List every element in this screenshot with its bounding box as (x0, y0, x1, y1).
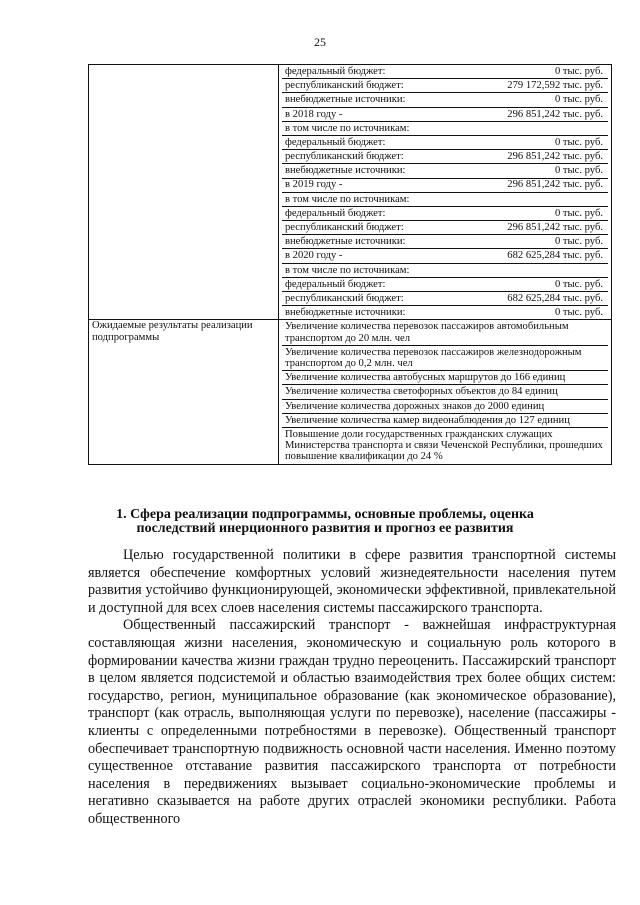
financing-row (282, 292, 608, 306)
financing-row-label: в том числе по источникам: (285, 122, 410, 134)
financing-row-value: 296 851,242 тыс. руб. (507, 108, 603, 120)
result-item: Увеличение количества автобусных маршрутов до 166 единиц (282, 371, 608, 385)
financing-row-value: 0 тыс. руб. (554, 94, 603, 106)
financing-row-label: в том числе по источникам: (285, 264, 410, 276)
financing-row (282, 306, 608, 319)
financing-row-value: 296 851,242 тыс. руб. (507, 179, 603, 191)
financing-row (282, 264, 608, 278)
financing-row (282, 108, 608, 122)
financing-row-label: федеральный бюджет: (285, 278, 386, 290)
financing-row-value: 0 тыс. руб. (554, 165, 603, 177)
financing-row (282, 65, 608, 79)
financing-row-label: в 2018 году - (285, 108, 343, 120)
result-item: Увеличение количества перевозок пассажиров автомобильным транспортом до 20 млн. чел (282, 320, 608, 345)
financing-row-value: 682 625,284 тыс. руб. (507, 292, 603, 304)
financing-row-value: 0 тыс. руб. (554, 136, 603, 148)
financing-values-cell (279, 65, 612, 320)
result-item: Увеличение количества камер видеонаблюдения до 127 единиц (282, 414, 608, 428)
financing-row (282, 179, 608, 193)
financing-row-value: 682 625,284 тыс. руб. (507, 250, 603, 262)
financing-rows (282, 65, 608, 319)
financing-row (282, 93, 608, 107)
financing-row (282, 249, 608, 263)
financing-row-label: республиканский бюджет: (285, 80, 404, 92)
financing-row-value: 0 тыс. руб. (554, 278, 603, 290)
financing-row (282, 235, 608, 249)
result-item: Увеличение количества перевозок пассажиров железнодорожным транспортом до 0,2 млн. чел (282, 346, 608, 371)
financing-row-label: внебюджетные источники: (285, 307, 406, 319)
results-row-group (89, 320, 612, 464)
financing-row-value: 279 172,592 тыс. руб. (507, 80, 603, 92)
financing-row (282, 164, 608, 178)
financing-row (282, 207, 608, 221)
financing-row-label: федеральный бюджет: (285, 136, 386, 148)
financing-row-label: республиканский бюджет: (285, 292, 404, 304)
subprogram-passport-table (88, 64, 612, 465)
financing-row-value: 0 тыс. руб. (554, 65, 603, 77)
financing-row-label: внебюджетные источники: (285, 236, 406, 248)
financing-row (282, 122, 608, 136)
result-item: Увеличение количества дорожных знаков до 2000 единиц (282, 400, 608, 414)
financing-row-label: федеральный бюджет: (285, 207, 386, 219)
financing-row-label: в 2019 году - (285, 179, 343, 191)
body-text (88, 547, 616, 829)
paragraph: Целью государственной политики в сфере развития транспортной системы является обеспечение комфортных условий жизнедеятельности населения путем развития устойчиво функционирующей, экономически эффективной, привлекательной и доступной для всех слоев населения системы пассажирского транспорта. (88, 547, 616, 616)
financing-row (282, 278, 608, 292)
results-label: Ожидаемые результаты реализации подпрограммы (92, 320, 253, 343)
result-item: Повышение доли государственных гражданских служащих Министерства транспорта и связи Чеченской Республики, прошедших повышение квалификации до 24 % (285, 429, 603, 463)
financing-row (282, 150, 608, 164)
financing-row-label: республиканский бюджет: (285, 222, 404, 234)
financing-row-value: 296 851,242 тыс. руб. (507, 151, 603, 163)
financing-row-label: в 2020 году - (285, 250, 343, 262)
financing-row-value: 0 тыс. руб. (554, 207, 603, 219)
financing-row (282, 136, 608, 150)
financing-row-label: федеральный бюджет: (285, 65, 386, 77)
section-title: 1. Сфера реализации подпрограммы, основные проблемы, оценка последствий инерционного развития и прогноз ее развития (116, 507, 534, 536)
financing-row-label: внебюджетные источники: (285, 94, 406, 106)
financing-row-value: 0 тыс. руб. (554, 236, 603, 248)
financing-row-label: в том числе по источникам: (285, 193, 410, 205)
paragraph: Общественный пассажирский транспорт - важнейшая инфраструктурная составляющая жизни населения, экономическую и социальную роль которого в формировании качества жизни граждан трудно переоценить. Пассажирский транспорт в целом является подсистемой и областью взаимодействия трех более общих систем: государство, регион, муниципальное образование (как экономическое образование), транспорт (как отрасль, выполняющая услуги по перевозке), население (пассажиры - клиенты с определенными потребностями в перевозке). Общественный транспорт обеспечивает транспортную подвижность основной части населения. Именно поэтому существенное отставание развития пассажирского транспорта от потребности населения в передвижениях вызывает социально-экономические проблемы и негативно сказывается на работе других отраслей экономики республики. Работа общественного (88, 617, 616, 827)
financing-row (282, 221, 608, 235)
financing-row (282, 193, 608, 207)
results-values-cell (279, 320, 612, 464)
financing-row-value: 296 851,242 тыс. руб. (507, 222, 603, 234)
financing-row-value: 0 тыс. руб. (554, 307, 603, 319)
financing-row (282, 79, 608, 93)
financing-row-group (89, 65, 612, 320)
results-label-cell (89, 320, 279, 464)
page-number: 25 (314, 35, 326, 49)
financing-row-label: республиканский бюджет: (285, 151, 404, 163)
results-list (282, 320, 608, 463)
financing-row-label: внебюджетные источники: (285, 165, 406, 177)
result-item: Увеличение количества светофорных объектов до 84 единиц (282, 385, 608, 399)
financing-label-cell (89, 65, 279, 320)
